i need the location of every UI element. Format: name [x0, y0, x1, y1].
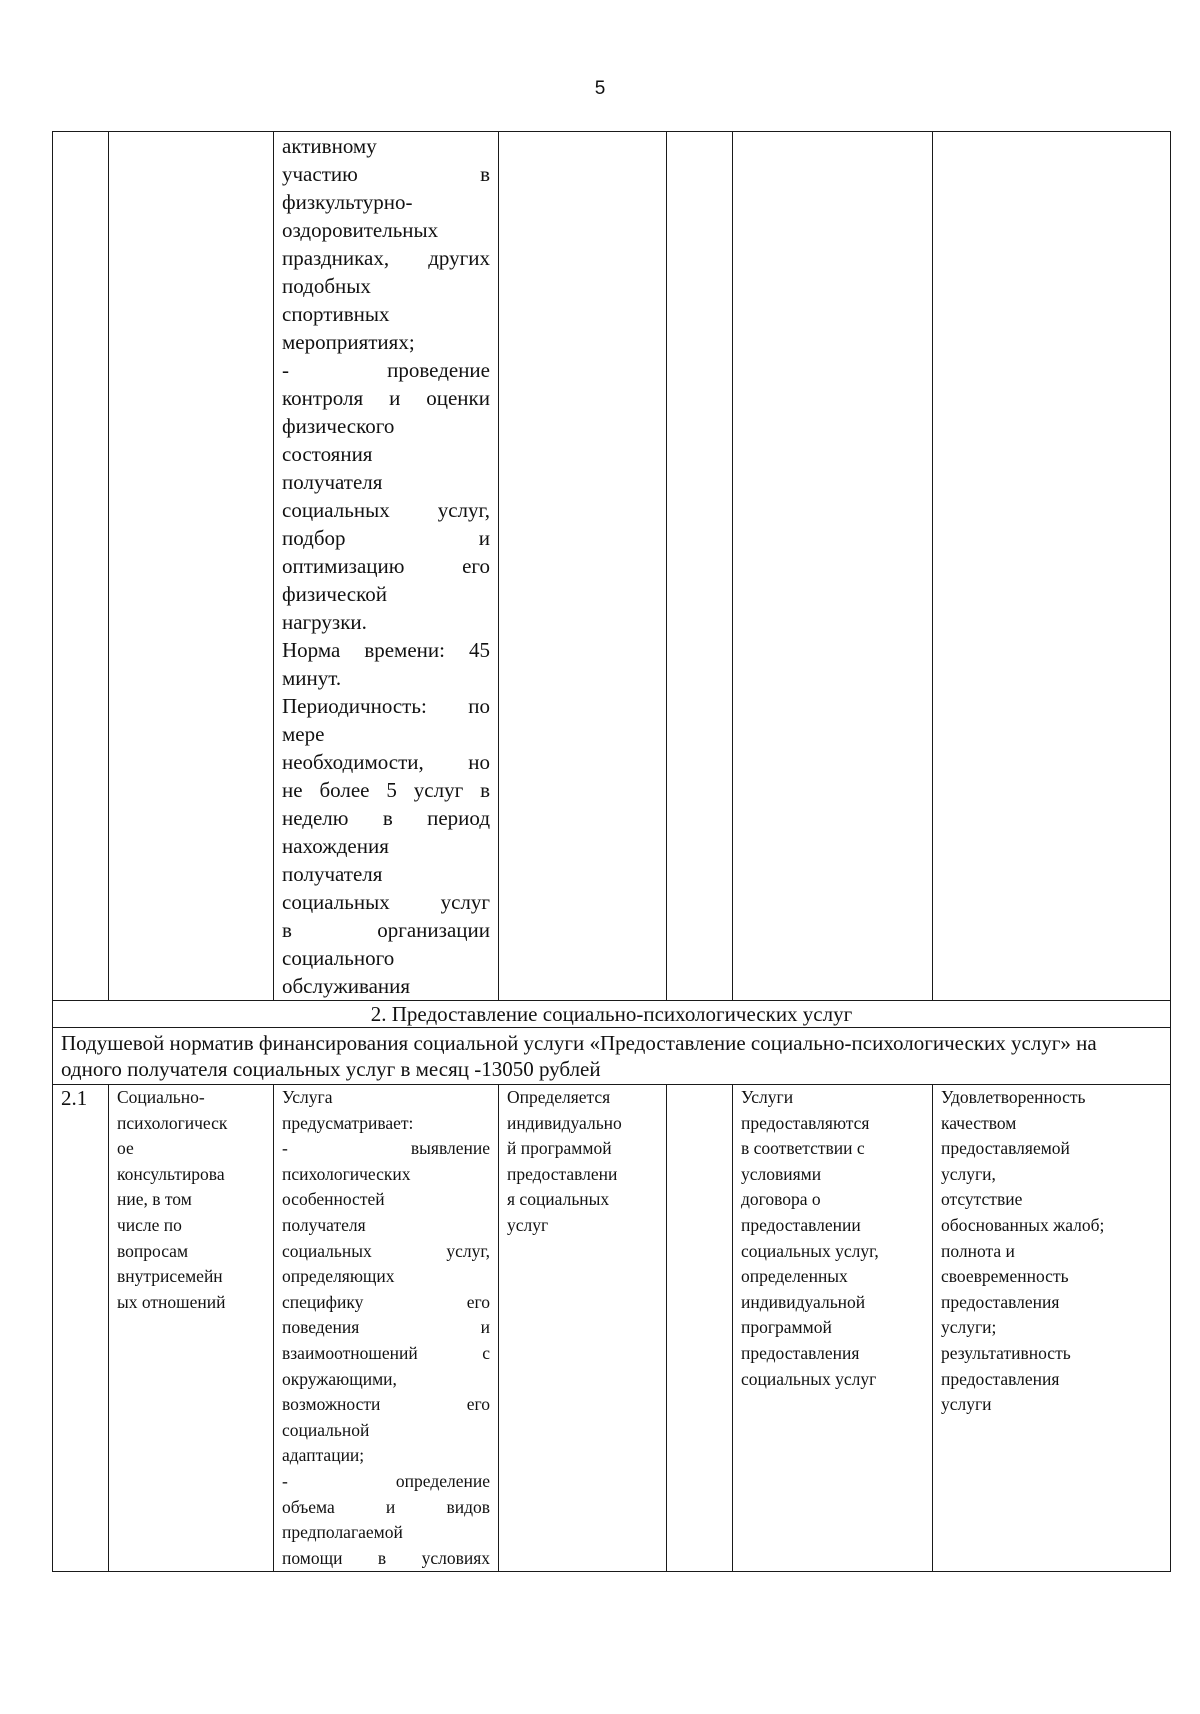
text-line: я социальных: [507, 1189, 610, 1210]
norm-text: Подушевой норматив финансирования социальной услуги «Предоставление социально-психологических услуг» на одного получателя социальных услуг в месяц -13050 рублей: [53, 1028, 1171, 1085]
page-number: 5: [594, 78, 606, 99]
text-line: Удовлетворенность: [941, 1087, 1086, 1107]
text-line: получателя: [282, 862, 383, 886]
text-line: мере: [282, 722, 325, 746]
text-line: предоставления: [941, 1368, 1060, 1389]
text-line: активному: [282, 134, 377, 158]
text-line: ых отношений: [117, 1291, 226, 1312]
cell-deadline-empty: [667, 132, 733, 1001]
text-line: Норма времени: 45: [282, 638, 490, 662]
text-line: Услуга: [282, 1087, 333, 1107]
text-line: определенных: [741, 1266, 848, 1287]
text-line: состояния: [282, 442, 373, 466]
service-description-cell: [274, 1085, 499, 1572]
text-line: помощи в условиях: [282, 1547, 490, 1568]
text-line: социальных услуг,: [282, 1240, 490, 1261]
text-line: объема и видов: [282, 1496, 490, 1517]
text-line: праздниках, других: [282, 246, 490, 270]
text-line: услуги: [941, 1394, 992, 1415]
text-line: предоставляются: [741, 1112, 870, 1133]
service-volume-cell: [499, 1085, 667, 1572]
service-volume: [507, 1085, 658, 1239]
continuation-description-cell: [274, 132, 499, 1001]
text-line: оптимизацию его: [282, 554, 490, 578]
text-line: консультирова: [117, 1163, 225, 1184]
text-line: окружающими,: [282, 1368, 397, 1389]
text-line: предусматривает:: [282, 1112, 414, 1133]
norm-row: [53, 1028, 1171, 1085]
text-line: полнота и: [941, 1240, 1015, 1261]
text-line: нагрузки.: [282, 610, 367, 634]
text-line: физической: [282, 582, 387, 606]
text-line: подбор и: [282, 526, 490, 550]
text-line: возможности его: [282, 1394, 490, 1415]
text-line: внутрисемейн: [117, 1266, 223, 1287]
section-title: 2. Предоставление социально-психологических услуг: [53, 1001, 1171, 1028]
cell-volume-empty: [499, 132, 667, 1001]
cell-conditions-empty: [733, 132, 933, 1001]
continuation-lines: [282, 132, 490, 1000]
service-number: 2.1: [53, 1085, 109, 1572]
text-line: предполагаемой: [282, 1522, 403, 1543]
text-line: отсутствие: [941, 1189, 1023, 1210]
text-line: Определяется: [507, 1087, 611, 1107]
text-line: особенностей: [282, 1189, 385, 1210]
text-line: поведения и: [282, 1317, 490, 1338]
text-line: обоснованных жалоб;: [941, 1214, 1105, 1235]
text-line: предоставляемой: [941, 1138, 1070, 1159]
text-line: предоставления: [941, 1291, 1060, 1312]
text-line: физического: [282, 414, 395, 438]
text-line: программой: [741, 1317, 832, 1338]
text-line: ое: [117, 1138, 134, 1159]
text-line: адаптации;: [282, 1445, 365, 1466]
text-line: - определение: [282, 1470, 490, 1491]
text-line: числе по: [117, 1214, 182, 1235]
text-line: Социально-: [117, 1087, 205, 1107]
text-line: услуги;: [941, 1317, 997, 1338]
text-line: не более 5 услуг в: [282, 778, 490, 802]
text-line: договора о: [741, 1189, 821, 1210]
service-name-cell: [109, 1085, 274, 1572]
text-line: специфику его: [282, 1291, 490, 1312]
text-line: результативность: [941, 1342, 1071, 1363]
text-line: предоставления: [741, 1342, 860, 1363]
text-line: своевременность: [941, 1266, 1069, 1287]
service-conditions-cell: [733, 1085, 933, 1572]
text-line: социальной: [282, 1419, 370, 1440]
text-line: социальных услуг: [282, 890, 490, 914]
text-line: неделю в период: [282, 806, 490, 830]
service-conditions: [741, 1085, 924, 1392]
text-line: социальных услуг,: [282, 498, 490, 522]
service-name: [117, 1085, 265, 1315]
text-line: минут.: [282, 666, 342, 690]
cell-quality-empty: [933, 132, 1171, 1001]
text-line: получателя: [282, 470, 383, 494]
text-line: определяющих: [282, 1266, 395, 1287]
text-line: подобных: [282, 274, 371, 298]
text-line: оздоровительных: [282, 218, 439, 242]
text-line: - проведение: [282, 358, 490, 382]
cell-name-empty: [109, 132, 274, 1001]
service-deadline-cell: [667, 1085, 733, 1572]
text-line: услуг: [507, 1214, 549, 1235]
service-description: [282, 1085, 490, 1571]
service-quality: [941, 1085, 1162, 1418]
service-quality-cell: [933, 1085, 1171, 1572]
text-line: - выявление: [282, 1138, 490, 1159]
text-line: качеством: [941, 1112, 1017, 1133]
text-line: услуги,: [941, 1163, 996, 1184]
text-line: необходимости, но: [282, 750, 490, 774]
text-line: психологическ: [117, 1112, 228, 1133]
service-row: [53, 1085, 1171, 1572]
continuation-row: [53, 132, 1171, 1001]
text-line: социальных услуг,: [741, 1240, 879, 1261]
text-line: предоставлени: [507, 1163, 618, 1184]
text-line: нахождения: [282, 834, 389, 858]
text-line: взаимоотношений с: [282, 1342, 490, 1363]
section-row: [53, 1001, 1171, 1028]
text-line: физкультурно-: [282, 190, 413, 214]
text-line: предоставлении: [741, 1214, 861, 1235]
text-line: получателя: [282, 1214, 366, 1235]
text-line: психологических: [282, 1163, 411, 1184]
text-line: ние, в том: [117, 1189, 192, 1210]
text-line: й программой: [507, 1138, 612, 1159]
text-line: социальных услуг: [741, 1368, 877, 1389]
text-line: вопросам: [117, 1240, 189, 1261]
text-line: Услуги: [741, 1087, 794, 1107]
cell-num-empty: [53, 132, 109, 1001]
text-line: Периодичность: по: [282, 694, 490, 718]
text-line: условиями: [741, 1163, 822, 1184]
text-line: участию в: [282, 162, 490, 186]
text-line: мероприятиях;: [282, 330, 415, 354]
text-line: индивидуальной: [741, 1291, 866, 1312]
text-line: обслуживания: [282, 974, 411, 998]
text-line: в организации: [282, 918, 490, 942]
services-table: [52, 131, 1171, 1572]
text-line: социального: [282, 946, 395, 970]
text-line: в соответствии с: [741, 1138, 865, 1159]
text-line: спортивных: [282, 302, 390, 326]
text-line: контроля и оценки: [282, 386, 490, 410]
text-line: индивидуально: [507, 1112, 622, 1133]
